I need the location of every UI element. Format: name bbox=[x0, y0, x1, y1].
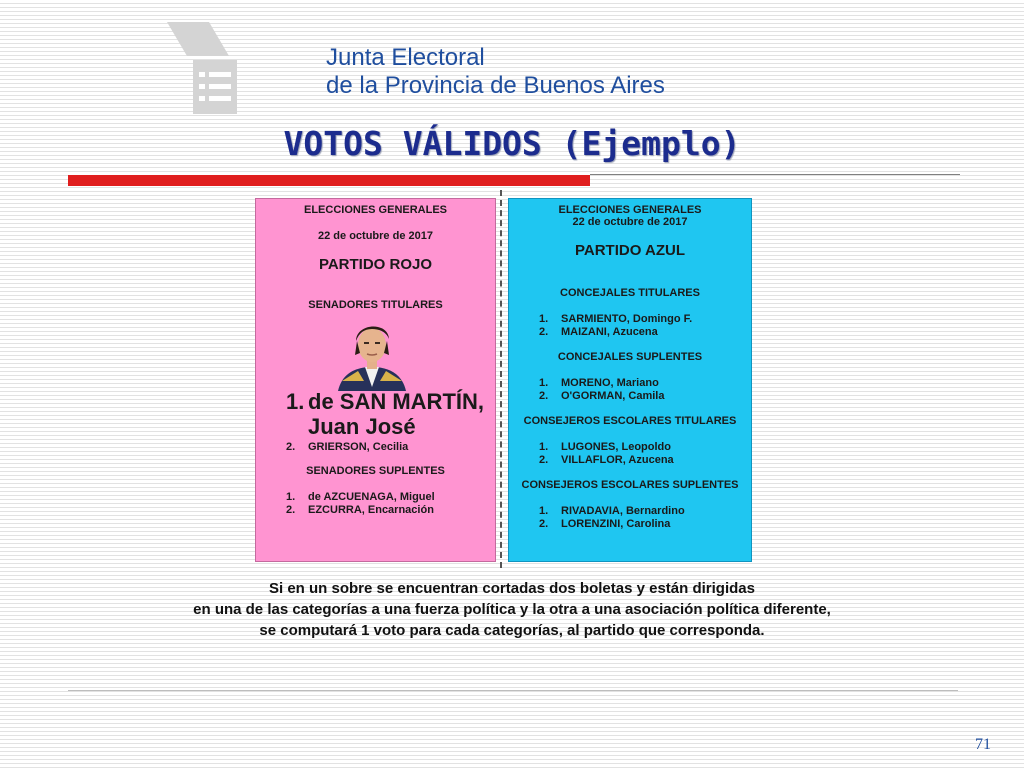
ballot-section-title: CONSEJEROS ESCOLARES SUPLENTES bbox=[521, 479, 739, 491]
ballot-party-name: PARTIDO ROJO bbox=[318, 256, 433, 273]
candidate-number: 2. bbox=[539, 390, 549, 402]
title-rule-red bbox=[68, 175, 590, 186]
candidate-number: 2. bbox=[539, 518, 549, 530]
explanation-line-2: en una de las categorías a una fuerza política y la otra a una asociación política diferente, bbox=[193, 601, 831, 618]
candidate-number: 1. bbox=[539, 505, 549, 517]
candidate-name: LORENZINI, Carolina bbox=[561, 518, 671, 530]
ballot-party-name: PARTIDO AZUL bbox=[575, 242, 685, 259]
candidate-name: EZCURRA, Encarnación bbox=[308, 504, 434, 516]
organization-name bbox=[326, 44, 665, 100]
candidate-name: RIVADAVIA, Bernardino bbox=[561, 505, 685, 517]
ballot-section-title: CONSEJEROS ESCOLARES TITULARES bbox=[523, 415, 737, 427]
candidate-number: 2. bbox=[286, 504, 296, 516]
page-number: 71 bbox=[975, 736, 991, 753]
lead-candidate-name-line1: de SAN MARTÍN, bbox=[308, 389, 484, 414]
candidate-name: LUGONES, Leopoldo bbox=[561, 441, 671, 453]
rule-explanation bbox=[0, 578, 1024, 641]
candidate-name: GRIERSON, Cecilia bbox=[308, 441, 409, 453]
title-rule-grey bbox=[590, 174, 960, 175]
ballot-section-title: SENADORES SUPLENTES bbox=[306, 465, 445, 477]
ballot-partido-rojo bbox=[255, 198, 496, 562]
ballot-election-title: ELECCIONES GENERALES bbox=[558, 204, 702, 216]
candidate-name: SARMIENTO, Domingo F. bbox=[561, 313, 693, 325]
ballot-section-title: CONCEJALES TITULARES bbox=[560, 287, 700, 299]
candidate-number: 1. bbox=[286, 491, 296, 503]
ballot-date: 22 de octubre de 2017 bbox=[318, 230, 433, 242]
ballot-section-title: SENADORES TITULARES bbox=[308, 299, 443, 311]
candidate-number: 2. bbox=[286, 441, 296, 453]
candidate-number: 2. bbox=[539, 326, 549, 338]
ballot-election-title: ELECCIONES GENERALES bbox=[303, 204, 448, 216]
candidate-name: VILLAFLOR, Azucena bbox=[561, 454, 674, 466]
explanation-line-1: Si en un sobre se encuentran cortadas dos boletas y están dirigidas bbox=[269, 580, 755, 597]
candidate-number: 1. bbox=[539, 441, 549, 453]
lead-candidate-name-line2: Juan José bbox=[308, 414, 416, 439]
ballot-section-title: CONCEJALES SUPLENTES bbox=[557, 351, 703, 363]
footer-rule bbox=[68, 690, 958, 691]
candidate-name: MAIZANI, Azucena bbox=[561, 326, 658, 338]
ballot-partido-azul bbox=[508, 198, 752, 562]
org-line-1: Junta Electoral bbox=[326, 44, 485, 71]
junta-electoral-logo-icon bbox=[163, 18, 243, 118]
candidate-number: 2. bbox=[539, 454, 549, 466]
lead-candidate-number: 1. bbox=[286, 389, 305, 414]
san-martin-portrait-icon bbox=[332, 317, 412, 391]
ballot-date: 22 de octubre de 2017 bbox=[572, 216, 688, 228]
explanation-line-3: se computará 1 voto para cada categorías, al partido que corresponda. bbox=[259, 622, 765, 639]
candidate-name: de AZCUENAGA, Miguel bbox=[308, 491, 435, 503]
candidate-number: 1. bbox=[539, 313, 549, 325]
candidate-number: 1. bbox=[539, 377, 549, 389]
ballot-cut-line bbox=[500, 190, 502, 568]
slide-title: VOTOS VÁLIDOS (Ejemplo) bbox=[283, 124, 741, 163]
org-line-2: de la Provincia de Buenos Aires bbox=[326, 72, 665, 99]
candidate-name: O'GORMAN, Camila bbox=[561, 390, 665, 402]
candidate-name: MORENO, Mariano bbox=[561, 377, 659, 389]
